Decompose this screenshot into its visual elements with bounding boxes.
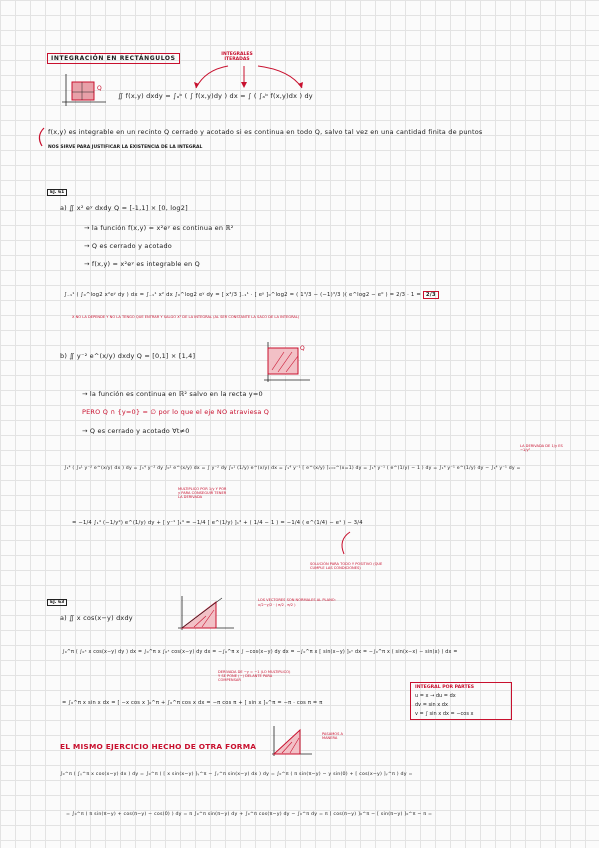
ej61-b-bullet-2: PERO Q ∩ {y=0} = ∅ por lo que el eje NO atraviesa Q	[82, 408, 270, 416]
ej61-bullet-2: → Q es cerrado y acotado	[84, 242, 172, 250]
ej61-a-result: 2/3	[423, 291, 439, 299]
ej63-a-statement: a) ∬ x cos(x−y) dxdy	[60, 614, 133, 622]
iterated-label: INTEGRALES ITERADAS	[221, 52, 253, 62]
svg-text:Q: Q	[97, 85, 102, 92]
ej63-a-calc2: = ∫₀^π x sin x dx = [ −x cos x ]₀^π + ∫₀^π cos x dx = −π cos π + [ sin x ]₀^π = −π · cos π = π	[62, 700, 323, 706]
ej61-a-note: X NO LA DEPENDE Y NO LA TENGO QUE ENTRAR Y SALGO X² DE LA INTEGRAL (AL SER CONSTANTE LA SACO DE LA INTEGRAL)	[72, 315, 300, 319]
ej61-b-note3: SOLUCIÓN PARA TODO Y POSITIVO (QUE CUMPLE LAS CONDICIONES)	[310, 562, 383, 571]
parts-line-1: u = x → du = dx	[415, 693, 456, 699]
bracket-mark	[34, 126, 46, 148]
alt-title: EL MISMO EJERCICIO HECHO DE OTRA FORMA	[60, 742, 257, 751]
ej61-a-calc: ∫₋₁¹ ( ∫₀^log2 x²eʸ dy ) dx = ∫₋₁¹ x² dx ∫₀^log2 eʸ dy = [ x³/3 ]₋₁¹ · [ eʸ ]₀^log2 = ( 1³/3 − (−1)³/3 )( e^log2 − e⁰ ) = 2/3 · 1 = 2/3	[64, 292, 439, 298]
ej61-bullet-1: → la función f(x,y) = x²eʸ es continua en ℝ²	[84, 224, 234, 232]
ej61-a-statement: a) ∬ x² eʸ dxdy Q = [-1,1] × [0, log2]	[60, 204, 188, 212]
alt-note: PASAMOS A MANERA	[322, 732, 344, 740]
ej63-a-calc1: ∫₀^π ( ∫₀ˣ x cos(x−y) dy ) dx = ∫₀^π x ∫₀ˣ cos(x−y) dy dx = −∫₀^π x ∫ −cos(x−y) dy dx = −∫₀^π x [ sin(x−y) ]₀ˣ dx = −∫₀^π x ( sin(x−x) − sin(x) ) dx =	[62, 650, 458, 655]
integrability-text: f(x,y) es integrable en un recinto Q cerrado y acotado si es continua en todo Q, salvo tal vez en una cantidad finita de puntos	[48, 128, 483, 136]
ej63-a-note1: DERIVADA DE −y = −1 (LO MULTIPLICO) Y SE PONE (−) DELANTE PARA COMPENSAR	[218, 670, 291, 683]
ej61-title: EJ. 61	[47, 186, 67, 195]
triangle-figure-1	[176, 594, 238, 636]
ej61-bullet-3: → f(x,y) = x²eʸ es integrable en Q	[84, 260, 200, 268]
parts-box	[410, 682, 512, 720]
region-figure-1	[60, 72, 110, 112]
note3-arrow	[330, 530, 360, 560]
ej61-b-bullet-1: → la función es continua en ℝ² salvo en la recta y=0	[82, 390, 263, 398]
alt-calc2: = ∫₀^π ( π sin(π−y) + cos(π−y) − cos(0) ) dy = π ∫₀^π sin(π−y) dy + ∫₀^π cos(π−y) dy − ∫₀^π dy = π [ cos(π−y) ]₀^π − [ sin(π−y) ]₀^π − π =	[66, 812, 433, 817]
parts-title: INTEGRAL POR PARTES	[415, 685, 475, 690]
parts-line-2: dv = sin x dx	[415, 702, 448, 708]
ej61-b-note1: MULTIPLICO POR 1/y Y POR y PARA CONSEGUIR TENER LA DERIVADA	[178, 487, 227, 500]
integrability-note: NOS SIRVE PARA JUSTIFICAR LA EXISTENCIA DE LA INTEGRAL	[48, 145, 203, 150]
ej63-title: EJ. 63	[47, 596, 67, 605]
ej61-b-calc1: ∫₁⁴ ( ∫₀¹ y⁻² e^(x/y) dx ) dy = ∫₁⁴ y⁻² dy ∫₀¹ e^(x/y) dx = ∫ y⁻² dy ∫₀¹ (1/y) e^(x/y) dx = ∫₁⁴ y⁻¹ [ e^(x/y) ]ₓ₌₀^(x=1) dy = ∫₁⁴ y⁻¹ ( e^(1/y) − 1 ) dy = ∫₁⁴ y⁻¹ e^(1/y) dy − ∫₁⁴ y⁻¹ dy =	[64, 466, 521, 471]
ej61-b-note2: LA DERIVADA DE 1/y ES −1/y²	[520, 444, 563, 453]
svg-text:Q: Q	[300, 345, 305, 352]
ej63-region-note: LOS VECTORES SON NORMALES AL PLANO: x/2−y/2 · ( π/2 , π/2 )	[258, 598, 336, 607]
alt-calc1: ∫₀^π ( ∫ᵧ^π x cos(x−y) dx ) dy = ∫₀^π ( [ x sin(x−y) ]ᵧ^π − ∫ᵧ^π sin(x−y) dx ) dy = ∫₀^π ( π sin(π−y) − y sin(0) + [ cos(x−y) ]ᵧ^π ) dy =	[60, 772, 413, 777]
region-figure-2	[262, 340, 314, 388]
parts-line-3: v = ∫ sin x dx = −cos x	[415, 711, 474, 717]
page-title: INTEGRACIÓN EN RECTÁNGULOS	[47, 53, 180, 62]
triangle-figure-2	[270, 724, 316, 760]
ej61-b-bullet-3: → Q es cerrado y acotado ∀t≠0	[82, 427, 190, 435]
ej61-b-statement: b) ∬ y⁻² e^(x/y) dxdy Q = [0,1] × [1,4]	[60, 352, 196, 360]
ej61-b-calc2: = −1/4 ∫₁⁴ (−1/y²) e^(1/y) dy + [ y⁻¹ ]₁⁴ = −1/4 [ e^(1/y) ]₁⁴ + ( 1/4 − 1 ) = −1/4 ( e^(1/4) − e¹ ) − 3/4	[72, 520, 363, 526]
intro-formula: ∬ f(x,y) dxdy = ∫ₐᵇ ( ∫ f(x,y)dy ) dx = ∫ ( ∫ₐᵇ f(x,y)dx ) dy	[118, 92, 313, 100]
